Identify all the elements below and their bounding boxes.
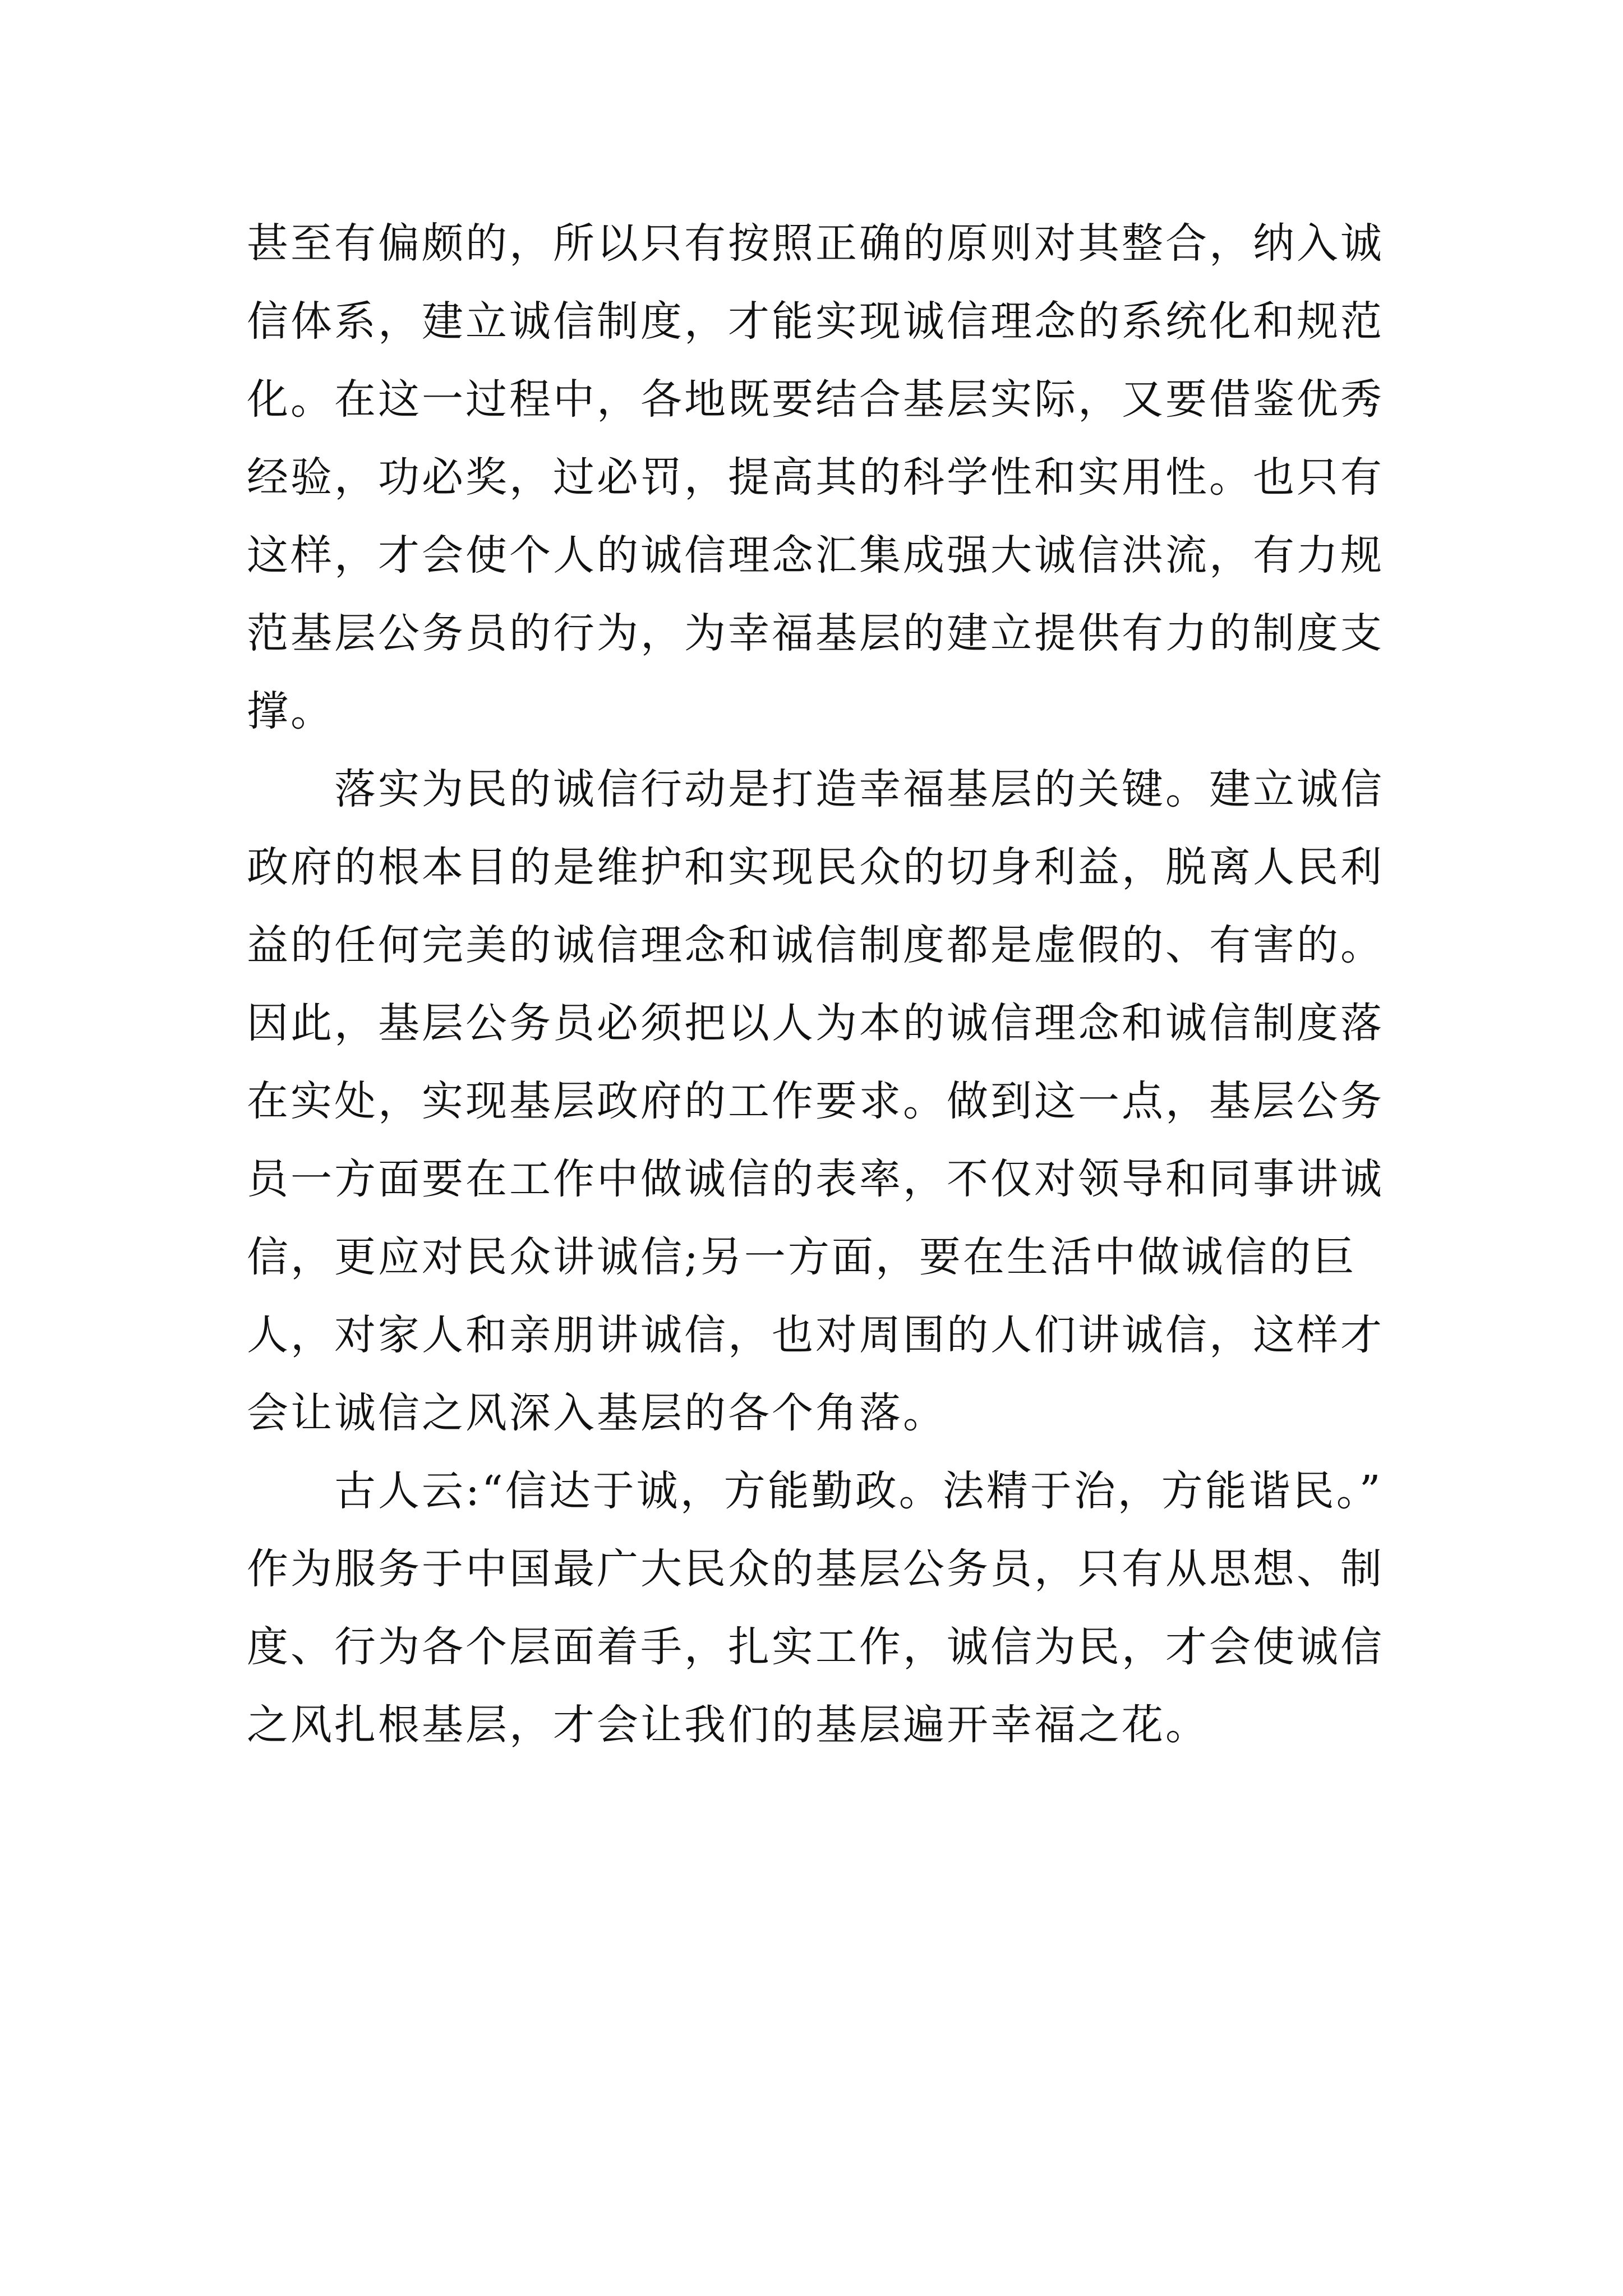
paragraph-1-line: 撑。 [247,687,334,735]
paragraph-2-line: 政府的根本目的是维护和实现民众的切身利益，脱离人民利 [247,843,1384,891]
paragraph-2-line: 员一方面要在工作中做诚信的表率，不仅对领导和同事讲诚 [247,1155,1384,1203]
paragraph-3-line: 作为服务于中国最广大民众的基层公务员，只有从思想、制 [247,1545,1384,1593]
paragraph-2-line: 益的任何完美的诚信理念和诚信制度都是虚假的、有害的。 [247,921,1384,969]
paragraph-1-line: 范基层公务员的行为，为幸福基层的建立提供有力的制度支 [247,609,1384,657]
paragraph-1-line: 经验，功必奖，过必罚，提高其的科学性和实用性。也只有 [247,453,1384,501]
paragraph-3-line: 度、行为各个层面着手，扎实工作，诚信为民，才会使诚信 [247,1623,1384,1671]
paragraph-1-line: 甚至有偏颇的，所以只有按照正确的原则对其整合，纳入诚 [247,219,1384,268]
paragraph-2-line: 人，对家人和亲朋讲诚信，也对周围的人们讲诚信，这样才 [247,1311,1384,1359]
paragraph-2-line: 信，更应对民众讲诚信;另一方面，要在生活中做诚信的巨 [247,1233,1357,1281]
paragraph-2-line: 在实处，实现基层政府的工作要求。做到这一点，基层公务 [247,1077,1384,1125]
paragraph-3-first-line: 古人云:“信达于诚，方能勤政。法精于治，方能谐民。” [334,1467,1383,1515]
paragraph-3-line: 之风扎根基层，才会让我们的基层遍开幸福之花。 [247,1701,1209,1749]
paragraph-1-line: 化。在这一过程中，各地既要结合基层实际，又要借鉴优秀 [247,375,1384,424]
paragraph-2-line: 因此，基层公务员必须把以人为本的诚信理念和诚信制度落 [247,999,1384,1047]
paragraph-2-line: 会让诚信之风深入基层的各个角落。 [247,1389,947,1437]
paragraph-1-line: 这样，才会使个人的诚信理念汇集成强大诚信洪流，有力规 [247,531,1384,579]
paragraph-2-first-line: 落实为民的诚信行动是打造幸福基层的关键。建立诚信 [334,765,1384,813]
body-text [247,205,1424,1764]
paragraph-1-line: 信体系，建立诚信制度，才能实现诚信理念的系统化和规范 [247,297,1384,346]
